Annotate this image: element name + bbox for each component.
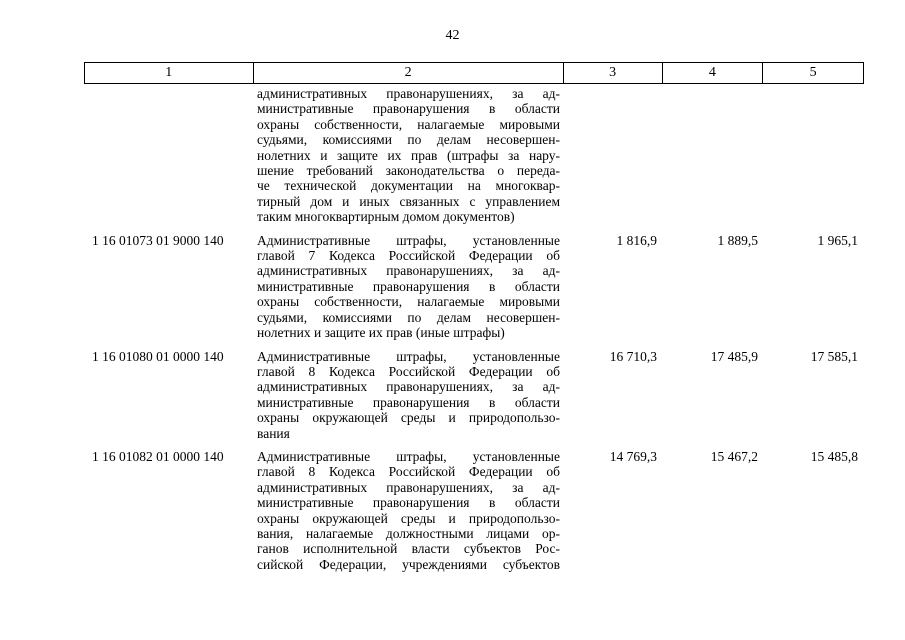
table-header [84,62,864,84]
description-line: тирный дом и иных связанных с управлением [257,193,560,209]
description-line: охраны окружающей среды и природопользо- [257,510,560,526]
column-header-3: 3 [564,63,663,83]
description-line: че технической документации на многоквар- [257,178,560,194]
description-line: вания, налагаемые должностными лицами ор- [257,525,560,541]
description-line: охраны собственности, налагаемые мировыми [257,294,560,310]
description-line: Административные штрафы, установленные [257,348,560,364]
value-col-3: 14 769,3 [609,448,657,464]
description-line: Административные штрафы, установленные [257,232,560,248]
table-body [84,86,864,572]
description-line: главой 7 Кодекса Российской Федерации об [257,248,560,264]
description-line: вания [257,425,290,441]
description-line: охраны собственности, налагаемые мировыми [257,116,560,132]
column-header-1: 1 [85,63,254,83]
description-line: сийской Федерации, учреждениями субъектов [257,556,560,572]
description-line: нолетних и защите их прав (штрафы за нару- [257,147,560,163]
row-description [253,449,564,572]
description-line: шение требований законодательства о переда- [257,163,560,179]
description-line: министративные правонарушения в области [257,495,560,511]
page-number: 42 [445,28,460,43]
value-col-4: 17 485,9 [710,348,758,364]
value-col-5: 15 485,8 [810,448,858,464]
description-line: таким многоквартирным домом документов) [257,209,515,225]
column-header-2: 2 [254,63,564,83]
row-description [253,349,564,441]
budget-code: 1 16 01082 01 0000 140 [92,448,224,464]
budget-code: 1 16 01080 01 0000 140 [92,348,224,364]
description-line: административных правонарушениях, за ад- [257,86,560,101]
value-col-5: 1 965,1 [817,232,858,248]
description-line: судьями, комиссиями по делам несовершен- [257,309,560,325]
value-col-3: 1 816,9 [616,232,657,248]
column-header-4: 4 [663,63,764,83]
value-col-4: 15 467,2 [710,448,758,464]
description-line: нолетних и защите их прав (иные штрафы) [257,325,505,341]
description-line: административных правонарушениях, за ад- [257,479,560,495]
row-description [253,233,564,341]
value-col-5: 17 585,1 [810,348,858,364]
column-header-5: 5 [809,65,817,80]
row-description [253,86,564,225]
table-row [84,449,864,572]
description-line: министративные правонарушения в области [257,278,560,294]
table-row [84,349,864,441]
budget-code: 1 16 01073 01 9000 140 [92,232,224,248]
description-line: судьями, комиссиями по делам несовершен- [257,132,560,148]
value-col-4: 1 889,5 [717,232,758,248]
description-line: главой 8 Кодекса Российской Федерации об [257,464,560,480]
description-line: Административные штрафы, установленные [257,448,560,464]
description-line: ганов исполнительной власти субъектов Рос- [257,541,560,557]
description-line: административных правонарушениях, за ад- [257,379,560,395]
description-line: главой 8 Кодекса Российской Федерации об [257,363,560,379]
description-line: охраны окружающей среды и природопользо- [257,410,560,426]
description-line: министративные правонарушения в области [257,394,560,410]
description-line: административных правонарушениях, за ад- [257,263,560,279]
description-line: министративные правонарушения в области [257,101,560,117]
value-col-3: 16 710,3 [609,348,657,364]
table-row [84,233,864,341]
table-row [84,86,864,225]
